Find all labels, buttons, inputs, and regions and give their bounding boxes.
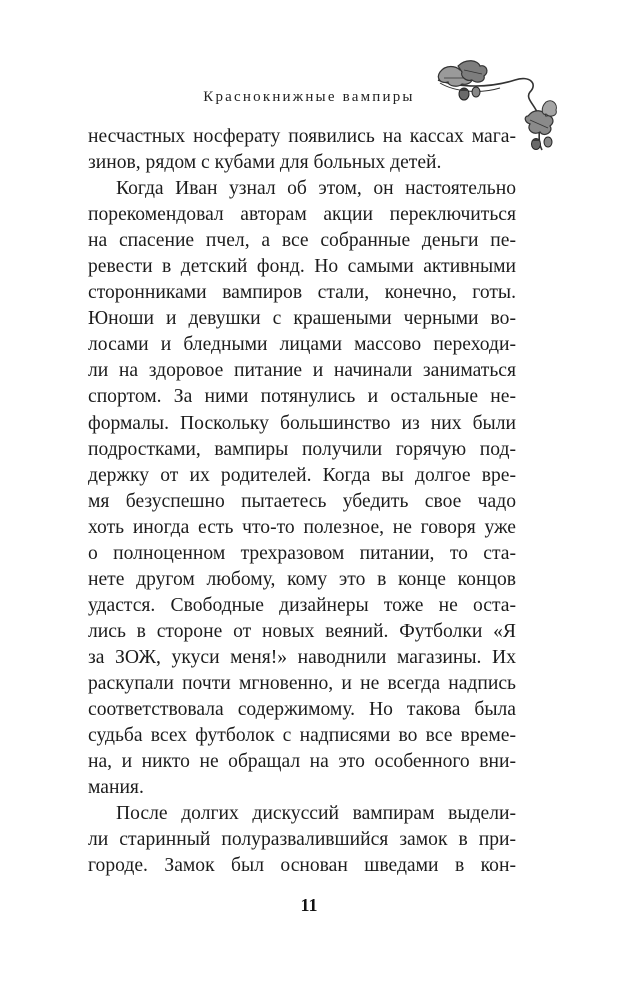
text-line: соответствовала содержимому. Но такова была — [88, 699, 516, 721]
text-line: за ЗОЖ, укуси меня!» наводнили магазины. Их — [88, 646, 516, 668]
page-number: 11 — [300, 895, 318, 915]
text-line: зинов, рядом с кубами для больных детей. — [88, 152, 442, 174]
text-line: лись в стороне от новых веяний. Футболки «Я — [88, 620, 516, 642]
text-line: нете другом любому, кому это в конце концов — [88, 568, 516, 590]
text-line: мя безуспешно пытаетесь убедить свое чадо — [88, 490, 516, 512]
text-line: порекомендовал авторам акции переключиться — [88, 204, 516, 226]
text-line: подростками, вампиры получили горячую под- — [88, 438, 516, 460]
text-line: раскупали почти мгновенно, и не всегда надпись — [88, 672, 516, 694]
text-line: хоть иногда есть что-то полезное, не говоря уже — [88, 516, 516, 538]
text-line: удастся. Свободные дизайнеры тоже не оста- — [88, 594, 516, 616]
text-line: спортом. За ними потянулись и остальные не- — [88, 386, 516, 408]
running-head: Краснокнижные вампиры — [203, 89, 415, 105]
text-line: После долгих дискуссий вампирам выдели- — [116, 803, 516, 825]
text-line: мания. — [88, 777, 144, 799]
text-line: о полноценном трехразовом питании, то ста- — [88, 542, 516, 564]
body-text — [88, 124, 516, 879]
text-line: Юноши и девушки с крашеными черными во- — [88, 308, 516, 330]
text-line: судьба всех футболок с надписями во все време- — [88, 725, 516, 747]
text-line: ли старинный полуразвалившийся замок в при- — [88, 829, 516, 851]
text-line: лосами и бледными лицами массово переходи- — [88, 334, 516, 356]
text-line: ли на здоровое питание и начинали заниматься — [88, 360, 516, 382]
text-line: держку от их родителей. Когда вы долгое вре- — [88, 464, 516, 486]
text-line: городе. Замок был основан шведами в кон- — [88, 855, 516, 877]
text-line: на спасение пчел, а все собранные деньги пе- — [88, 230, 516, 252]
text-line: формалы. Поскольку большинство из них были — [88, 412, 516, 434]
text-line: ревести в детский фонд. Но самыми активными — [88, 256, 516, 278]
text-line: несчастных носферату появились на кассах мага- — [88, 126, 516, 147]
text-line: сторонниками вампиров стали, конечно, готы. — [88, 282, 516, 304]
text-line: на, и никто не обращал на это особенного вни- — [88, 751, 516, 773]
text-line: Когда Иван узнал об этом, он настоятельно — [116, 178, 516, 200]
